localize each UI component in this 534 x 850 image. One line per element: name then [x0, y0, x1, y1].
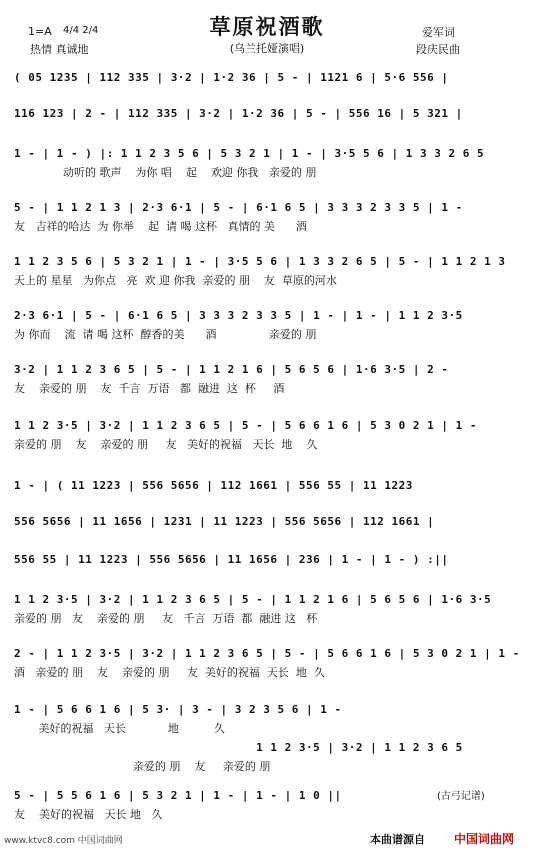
- notation-line: 556 5656 | 11 1656 | 1231 | 11 1223 | 556 5656 | 112 1661 |: [14, 515, 435, 528]
- notation-line: 116 123 | 2 - | 112 335 | 3·2 | 1·2 36 | 5 - | 556 16 | 5 321 |: [14, 107, 463, 120]
- lyrics-line: 美好的祝福 天长 地 久: [14, 722, 225, 735]
- notation-line: 1 - | ( 11 1223 | 556 5656 | 112 1661 | 556 55 | 11 1223: [14, 479, 413, 492]
- notation-line: 1 1 2 3·5 | 3·2 | 1 1 2 3 6 5 | 5 - | 1 1 2 1 6 | 5 6 5 6 | 1·6 3·5: [14, 593, 492, 606]
- time-signature: 4/4 2/4: [63, 25, 99, 36]
- lyrics-line: 酒 亲爱的 朋 友 亲爱的 朋 友 美好的祝福 天长 地 久: [14, 666, 325, 679]
- notation-line: 1 - | 5 6 6 1 6 | 5 3· | 3 - | 3 2 3 5 6 | 1 -: [14, 703, 342, 716]
- notation-line: 1 1 2 3·5 | 3·2 | 1 1 2 3 6 5: [14, 741, 463, 754]
- composer-credit: 段庆民曲: [416, 43, 460, 56]
- lyrics-line: 为 你而 流 请 喝 这杯 醇香的美 酒 亲爱的 朋: [14, 328, 317, 341]
- score-row-3: [14, 148, 520, 192]
- score-row-12: [14, 594, 520, 638]
- score-row-6: [14, 310, 520, 354]
- score-row-1: [14, 72, 520, 112]
- score-row-4: [14, 202, 520, 246]
- notation-line: 1 1 2 3·5 | 3·2 | 1 1 2 3 6 5 | 5 - | 5 6 6 1 6 | 5 3 0 2 1 | 1 -: [14, 419, 477, 432]
- notation-line: 5 - | 5 5 6 1 6 | 5 3 2 1 | 1 - | 1 - | 1 0 ||: [14, 789, 342, 802]
- lyrics-line: 亲爱的 朋 友 亲爱的 朋 友 美好的祝福 天长 地 久: [14, 438, 318, 451]
- transcriber-credit: (古弓记谱): [437, 791, 485, 802]
- lyrics-line: 亲爱的 朋 友 亲爱的 朋: [14, 760, 271, 773]
- lyrics-line: 亲爱的 朋 友 亲爱的 朋 友 千言 万语 都 融进 这 杯: [14, 612, 318, 625]
- notation-line: 3·2 | 1 1 2 3 6 5 | 5 - | 1 1 2 1 6 | 5 6 5 6 | 1·6 3·5 | 2 -: [14, 363, 449, 376]
- footer-source-label: 本曲谱源自: [370, 833, 425, 846]
- lyrics-line: 友 美好的祝福 天长 地 久: [14, 808, 163, 821]
- notation-line: 5 - | 1 1 2 1 3 | 2·3 6·1 | 5 - | 6·1 6 5 | 3 3 3 2 3 3 5 | 1 -: [14, 201, 463, 214]
- footer-site-left: www.ktvc8.com 中国词曲网: [4, 836, 123, 846]
- lyrics-line: 友 吉祥的哈达 为 你举 起 请 喝 这杯 真情的 美 酒: [14, 220, 307, 233]
- lyricist-credit: 爱军词: [422, 26, 455, 39]
- notation-line: 1 1 2 3 5 6 | 5 3 2 1 | 1 - | 3·5 5 6 | 1 3 3 2 6 5 | 5 - | 1 1 2 1 3: [14, 255, 506, 268]
- performer-subtitle: (乌兰托娅演唱): [229, 42, 305, 55]
- score-row-15: [14, 742, 520, 782]
- lyrics-line: 友 亲爱的 朋 友 千言 万语 都 融进 这 杯 酒: [14, 382, 285, 395]
- lyrics-line: 动听的 歌声 为你 唱 起 欢迎 你我 亲爱的 朋: [14, 166, 317, 179]
- footer-site-right: 中国词曲网: [454, 832, 515, 846]
- notation-line: ( 05 1235 | 112 335 | 3·2 | 1·2 36 | 5 - | 1121 6 | 5·6 556 |: [14, 71, 449, 84]
- score-row-11: [14, 554, 520, 584]
- score-row-2: [14, 108, 520, 148]
- notation-line: 556 55 | 11 1223 | 556 5656 | 11 1656 | 236 | 1 - | 1 - ) :||: [14, 553, 449, 566]
- score-row-7: [14, 364, 520, 408]
- key-signature: 1=A: [28, 25, 52, 38]
- notation-line: 2 - | 1 1 2 3·5 | 3·2 | 1 1 2 3 6 5 | 5 - | 5 6 6 1 6 | 5 3 0 2 1 | 1 -: [14, 647, 520, 660]
- score-row-10: [14, 516, 520, 546]
- lyrics-line: 天上的 星星 为你点 亮 欢 迎 你我 亲爱的 朋 友 草原的河水: [14, 274, 337, 287]
- tempo-mark: 热情 真诚地: [30, 43, 89, 56]
- score-row-14: [14, 704, 520, 744]
- score-row-5: [14, 256, 520, 300]
- notation-line: 1 - | 1 - ) |: 1 1 2 3 5 6 | 5 3 2 1 | 1 - | 3·5 5 6 | 1 3 3 2 6 5: [14, 147, 485, 160]
- song-title: 草原祝酒歌: [209, 15, 325, 39]
- score-row-8: [14, 420, 520, 464]
- notation-line: 2·3 6·1 | 5 - | 6·1 6 5 | 3 3 3 2 3 3 5 | 1 - | 1 - | 1 1 2 3·5: [14, 309, 463, 322]
- score-row-9: [14, 480, 520, 510]
- score-row-13: [14, 648, 520, 692]
